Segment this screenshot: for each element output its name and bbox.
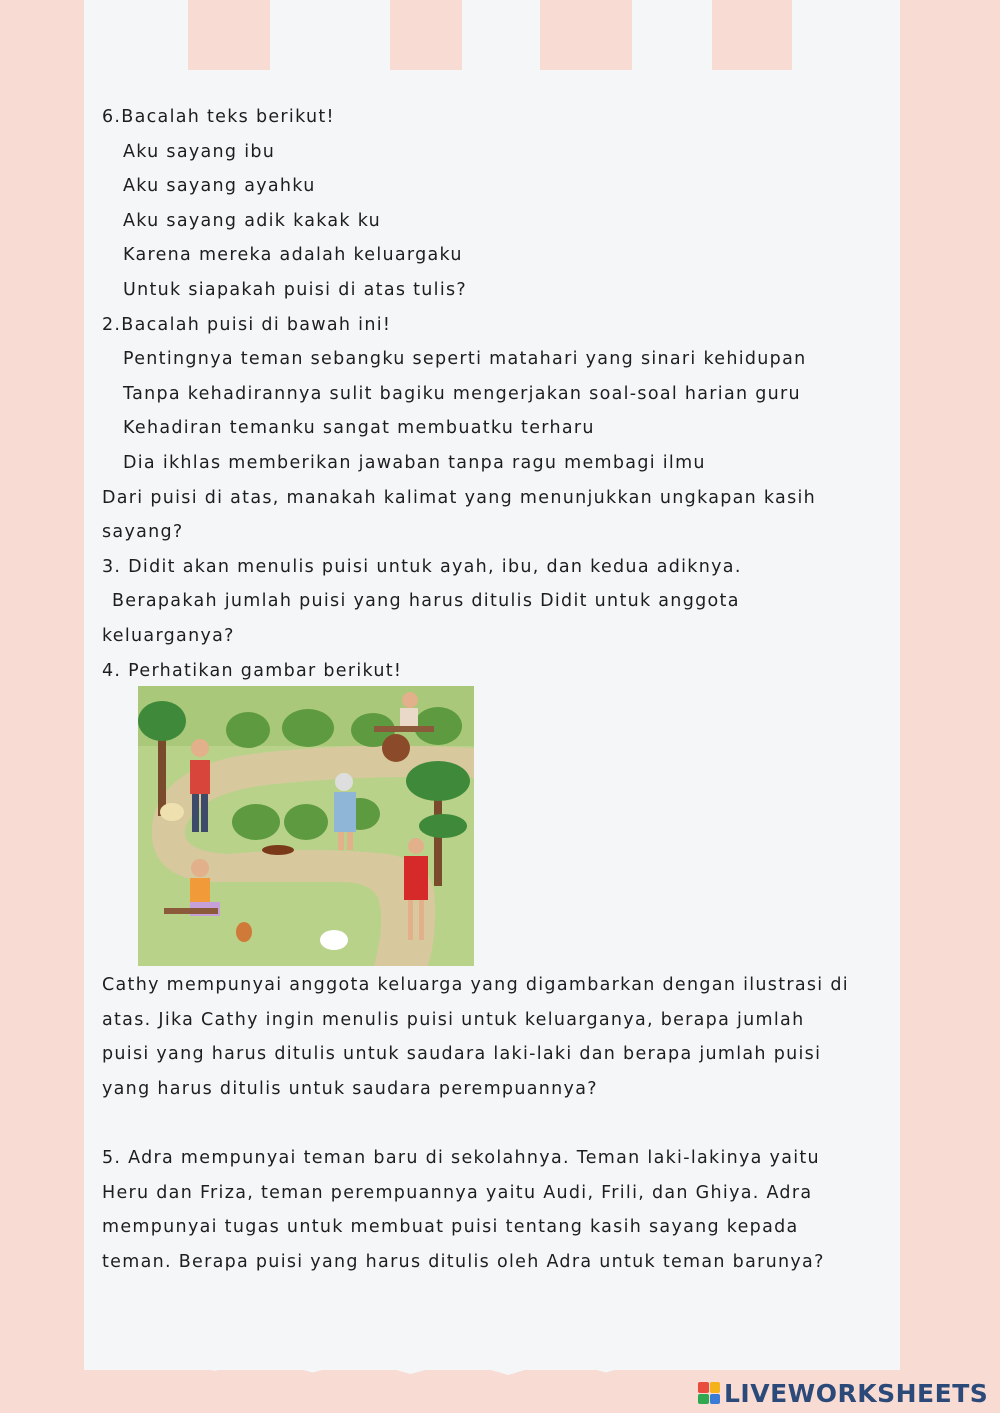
question-3-text: keluarganya? xyxy=(102,625,235,646)
paper-edge xyxy=(792,0,900,82)
question-5-text: 5. Adra mempunyai teman baru di sekolahnya. Teman laki-lakinya yaitu xyxy=(102,1148,820,1169)
logo-icon xyxy=(698,1382,720,1404)
brand-name: LIVEWORKSHEETS xyxy=(724,1378,989,1408)
poem-line: Pentingnya teman sebangku seperti matahari yang sinari kehidupan xyxy=(123,349,807,370)
question-4-text: atas. Jika Cathy ingin menulis puisi untuk keluarganya, berapa jumlah xyxy=(102,1009,805,1030)
question-2-prompt: Dari puisi di atas, manakah kalimat yang menunjukkan ungkapan kasih xyxy=(102,487,817,508)
question-4-text: yang harus ditulis untuk saudara perempuannya? xyxy=(102,1078,598,1099)
question-3-text: Berapakah jumlah puisi yang harus ditulis Didit untuk anggota xyxy=(112,591,740,612)
question-5-text: Heru dan Friza, teman perempuannya yaitu Audi, Frili, dan Ghiya. Adra xyxy=(102,1182,813,1203)
poem-line: Aku sayang ibu xyxy=(123,141,276,162)
paper-torn-edge xyxy=(84,1330,900,1380)
question-4-text: Cathy mempunyai anggota keluarga yang digambarkan dengan ilustrasi di xyxy=(102,975,849,996)
question-6-title: 6.Bacalah teks berikut! xyxy=(102,107,335,127)
spacer xyxy=(102,1106,892,1141)
paper-edge xyxy=(270,0,390,82)
question-4-title: 4. Perhatikan gambar berikut! xyxy=(102,660,403,681)
question-5-text: teman. Berapa puisi yang harus ditulis oleh Adra untuk teman barunya? xyxy=(102,1251,825,1272)
poem-line: Tanpa kehadirannya sulit bagiku mengerjakan soal-soal harian guru xyxy=(123,383,801,404)
question-5-text: mempunyai tugas untuk membuat puisi tentang kasih sayang kepada xyxy=(102,1217,799,1238)
poem-line: Aku sayang adik kakak ku xyxy=(123,210,381,231)
question-2-prompt: sayang? xyxy=(102,522,184,543)
paper-edge xyxy=(84,0,188,82)
question-6-prompt: Untuk siapakah puisi di atas tulis? xyxy=(123,279,467,300)
poem-line: Karena mereka adalah keluargaku xyxy=(123,245,463,266)
poem-line: Kehadiran temanku sangat membuatku terharu xyxy=(123,418,595,439)
question-3-text: 3. Didit akan menulis puisi untuk ayah, ibu, dan kedua adiknya. xyxy=(102,556,742,577)
liveworksheets-logo xyxy=(698,1378,988,1408)
poem-line: Aku sayang ayahku xyxy=(123,176,316,197)
park-family-illustration xyxy=(138,686,474,966)
paper-edge xyxy=(462,0,540,82)
question-4-text: puisi yang harus ditulis untuk saudara laki-laki dan berapa jumlah puisi xyxy=(102,1044,822,1065)
poem-line: Dia ikhlas memberikan jawaban tanpa ragu membagi ilmu xyxy=(123,452,706,473)
question-2-title: 2.Bacalah puisi di bawah ini! xyxy=(102,314,392,335)
paper-edge xyxy=(632,0,712,82)
